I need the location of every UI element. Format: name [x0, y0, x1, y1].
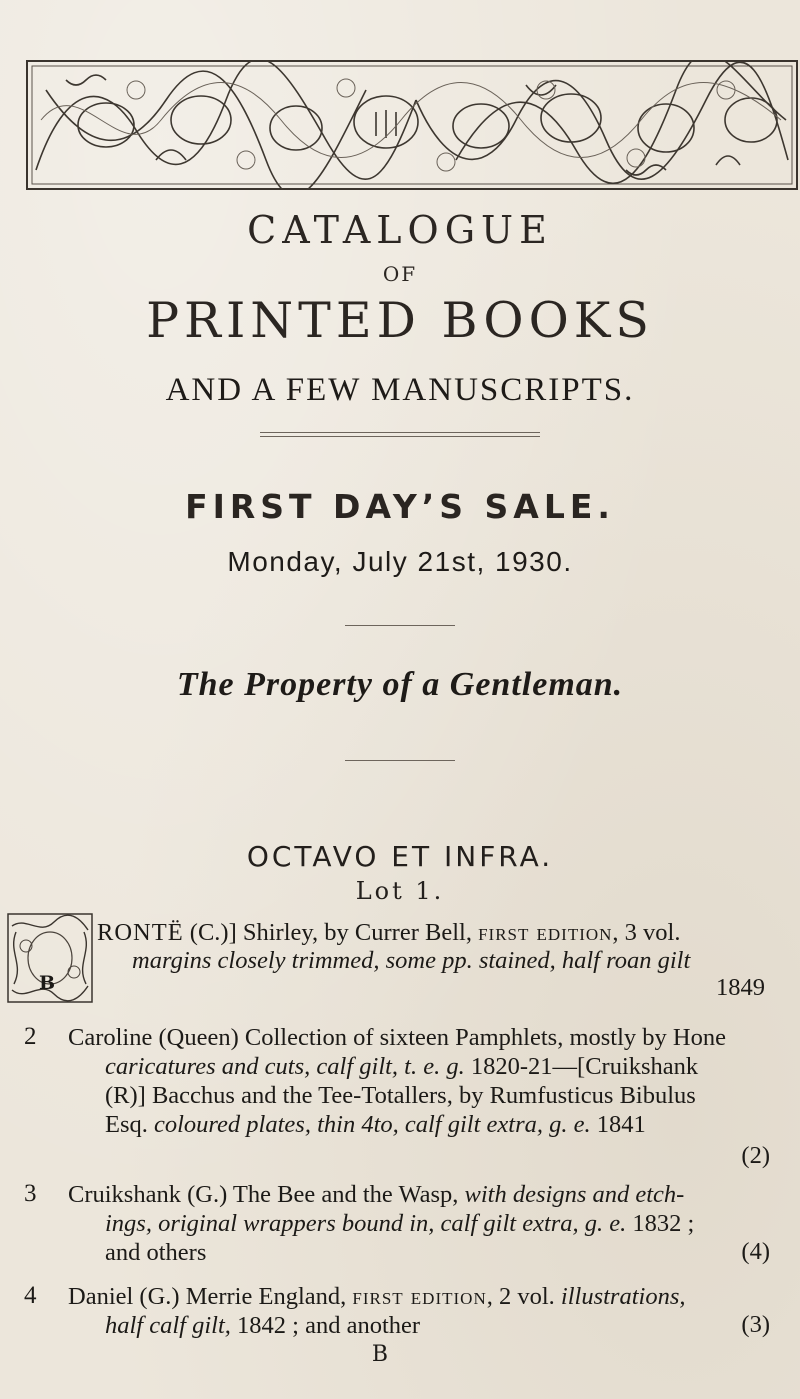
- rule-under-title: [260, 432, 540, 433]
- lot-1-edition: first edition: [478, 919, 613, 946]
- lot-4-binding: half calf gilt,: [105, 1312, 231, 1339]
- lot-3-title: Cruikshank (G.) The Bee and the Wasp,: [68, 1181, 465, 1208]
- lot-2-year: 1841: [590, 1111, 646, 1138]
- lot-4-line-2: [105, 1311, 420, 1341]
- lot-1-title: (C.)] Shirley, by Currer Bell,: [183, 919, 479, 946]
- initial-letter: B: [39, 972, 56, 994]
- lot-1-year: 1849: [716, 974, 765, 1001]
- lot-2-binding: caricatures and cuts, calf gilt, t. e. g.: [105, 1053, 465, 1080]
- lot-1-volumes: , 3 vol.: [612, 919, 681, 946]
- lot-4-number: 4: [24, 1282, 37, 1309]
- lot-3-line-1: [68, 1180, 684, 1210]
- lot-4-title: Daniel (G.) Merrie England,: [68, 1283, 353, 1310]
- rule-under-property: [345, 760, 455, 761]
- lot-2-line-3: (R)] Bacchus and the Tee-Totallers, by Rumfusticus Bibulus: [105, 1082, 696, 1109]
- section-heading: OCTAVO ET INFRA.: [246, 840, 554, 873]
- manuscripts-subtitle: AND A FEW MANUSCRIPTS.: [165, 372, 635, 408]
- lot-4-edition: first edition: [352, 1283, 487, 1310]
- lot-2-esq: Esq.: [105, 1111, 154, 1138]
- lot-2-line-4: [105, 1110, 646, 1140]
- lot-1-line-1: [97, 918, 680, 948]
- lot-4-line-1: [68, 1282, 685, 1312]
- lot-3-line-2: [105, 1209, 694, 1239]
- sale-title: FIRST DAY’S SALE.: [185, 487, 615, 526]
- lot-4-count: (3): [741, 1311, 770, 1338]
- printed-books-title: PRINTED BOOKS: [146, 292, 654, 349]
- lot-1-line-2: margins closely trimmed, some pp. stained, half roan gilt: [132, 947, 691, 974]
- lot-3-designs: with designs and etch-: [464, 1181, 685, 1208]
- lot-4-volumes: , 2 vol.: [486, 1283, 561, 1310]
- lot-label: Lot 1.: [355, 877, 445, 905]
- rule-under-date: [345, 625, 455, 626]
- lot-3-binding: ings, original wrappers bound in, calf gilt extra, g. e.: [105, 1210, 627, 1237]
- lot-1-author: RONTË: [97, 919, 184, 946]
- lot-2-line-1: Caroline (Queen) Collection of sixteen Pamphlets, mostly by Hone: [68, 1024, 726, 1051]
- lot-3-number: 3: [24, 1180, 37, 1207]
- lot-3-count: (4): [741, 1238, 770, 1265]
- property-heading: The Property of a Gentleman.: [176, 666, 624, 703]
- lot-2-line-2: [105, 1052, 698, 1082]
- lot-4-illustrations: illustrations,: [560, 1283, 686, 1310]
- ornamental-header-band: [26, 60, 798, 190]
- lot-3-year: 1832 ;: [626, 1210, 695, 1237]
- rule-under-title-2: [260, 436, 540, 437]
- lot-4-year: 1842 ; and another: [230, 1312, 421, 1339]
- lot-2-dates: 1820-21—[Cruikshank: [464, 1053, 699, 1080]
- lot-2-plates: coloured plates, thin 4to, calf gilt extra, g. e.: [154, 1111, 591, 1138]
- catalogue-of: OF: [382, 262, 418, 286]
- sale-date: Monday, July 21st, 1930.: [227, 546, 573, 577]
- lot-3-line-3: and others: [105, 1239, 207, 1266]
- catalogue-title: CATALOGUE: [247, 208, 553, 252]
- lot-2-number: 2: [24, 1023, 37, 1050]
- lot-2-count: (2): [741, 1142, 770, 1169]
- signature-mark: B: [371, 1342, 389, 1367]
- decorative-initial: [6, 912, 94, 1004]
